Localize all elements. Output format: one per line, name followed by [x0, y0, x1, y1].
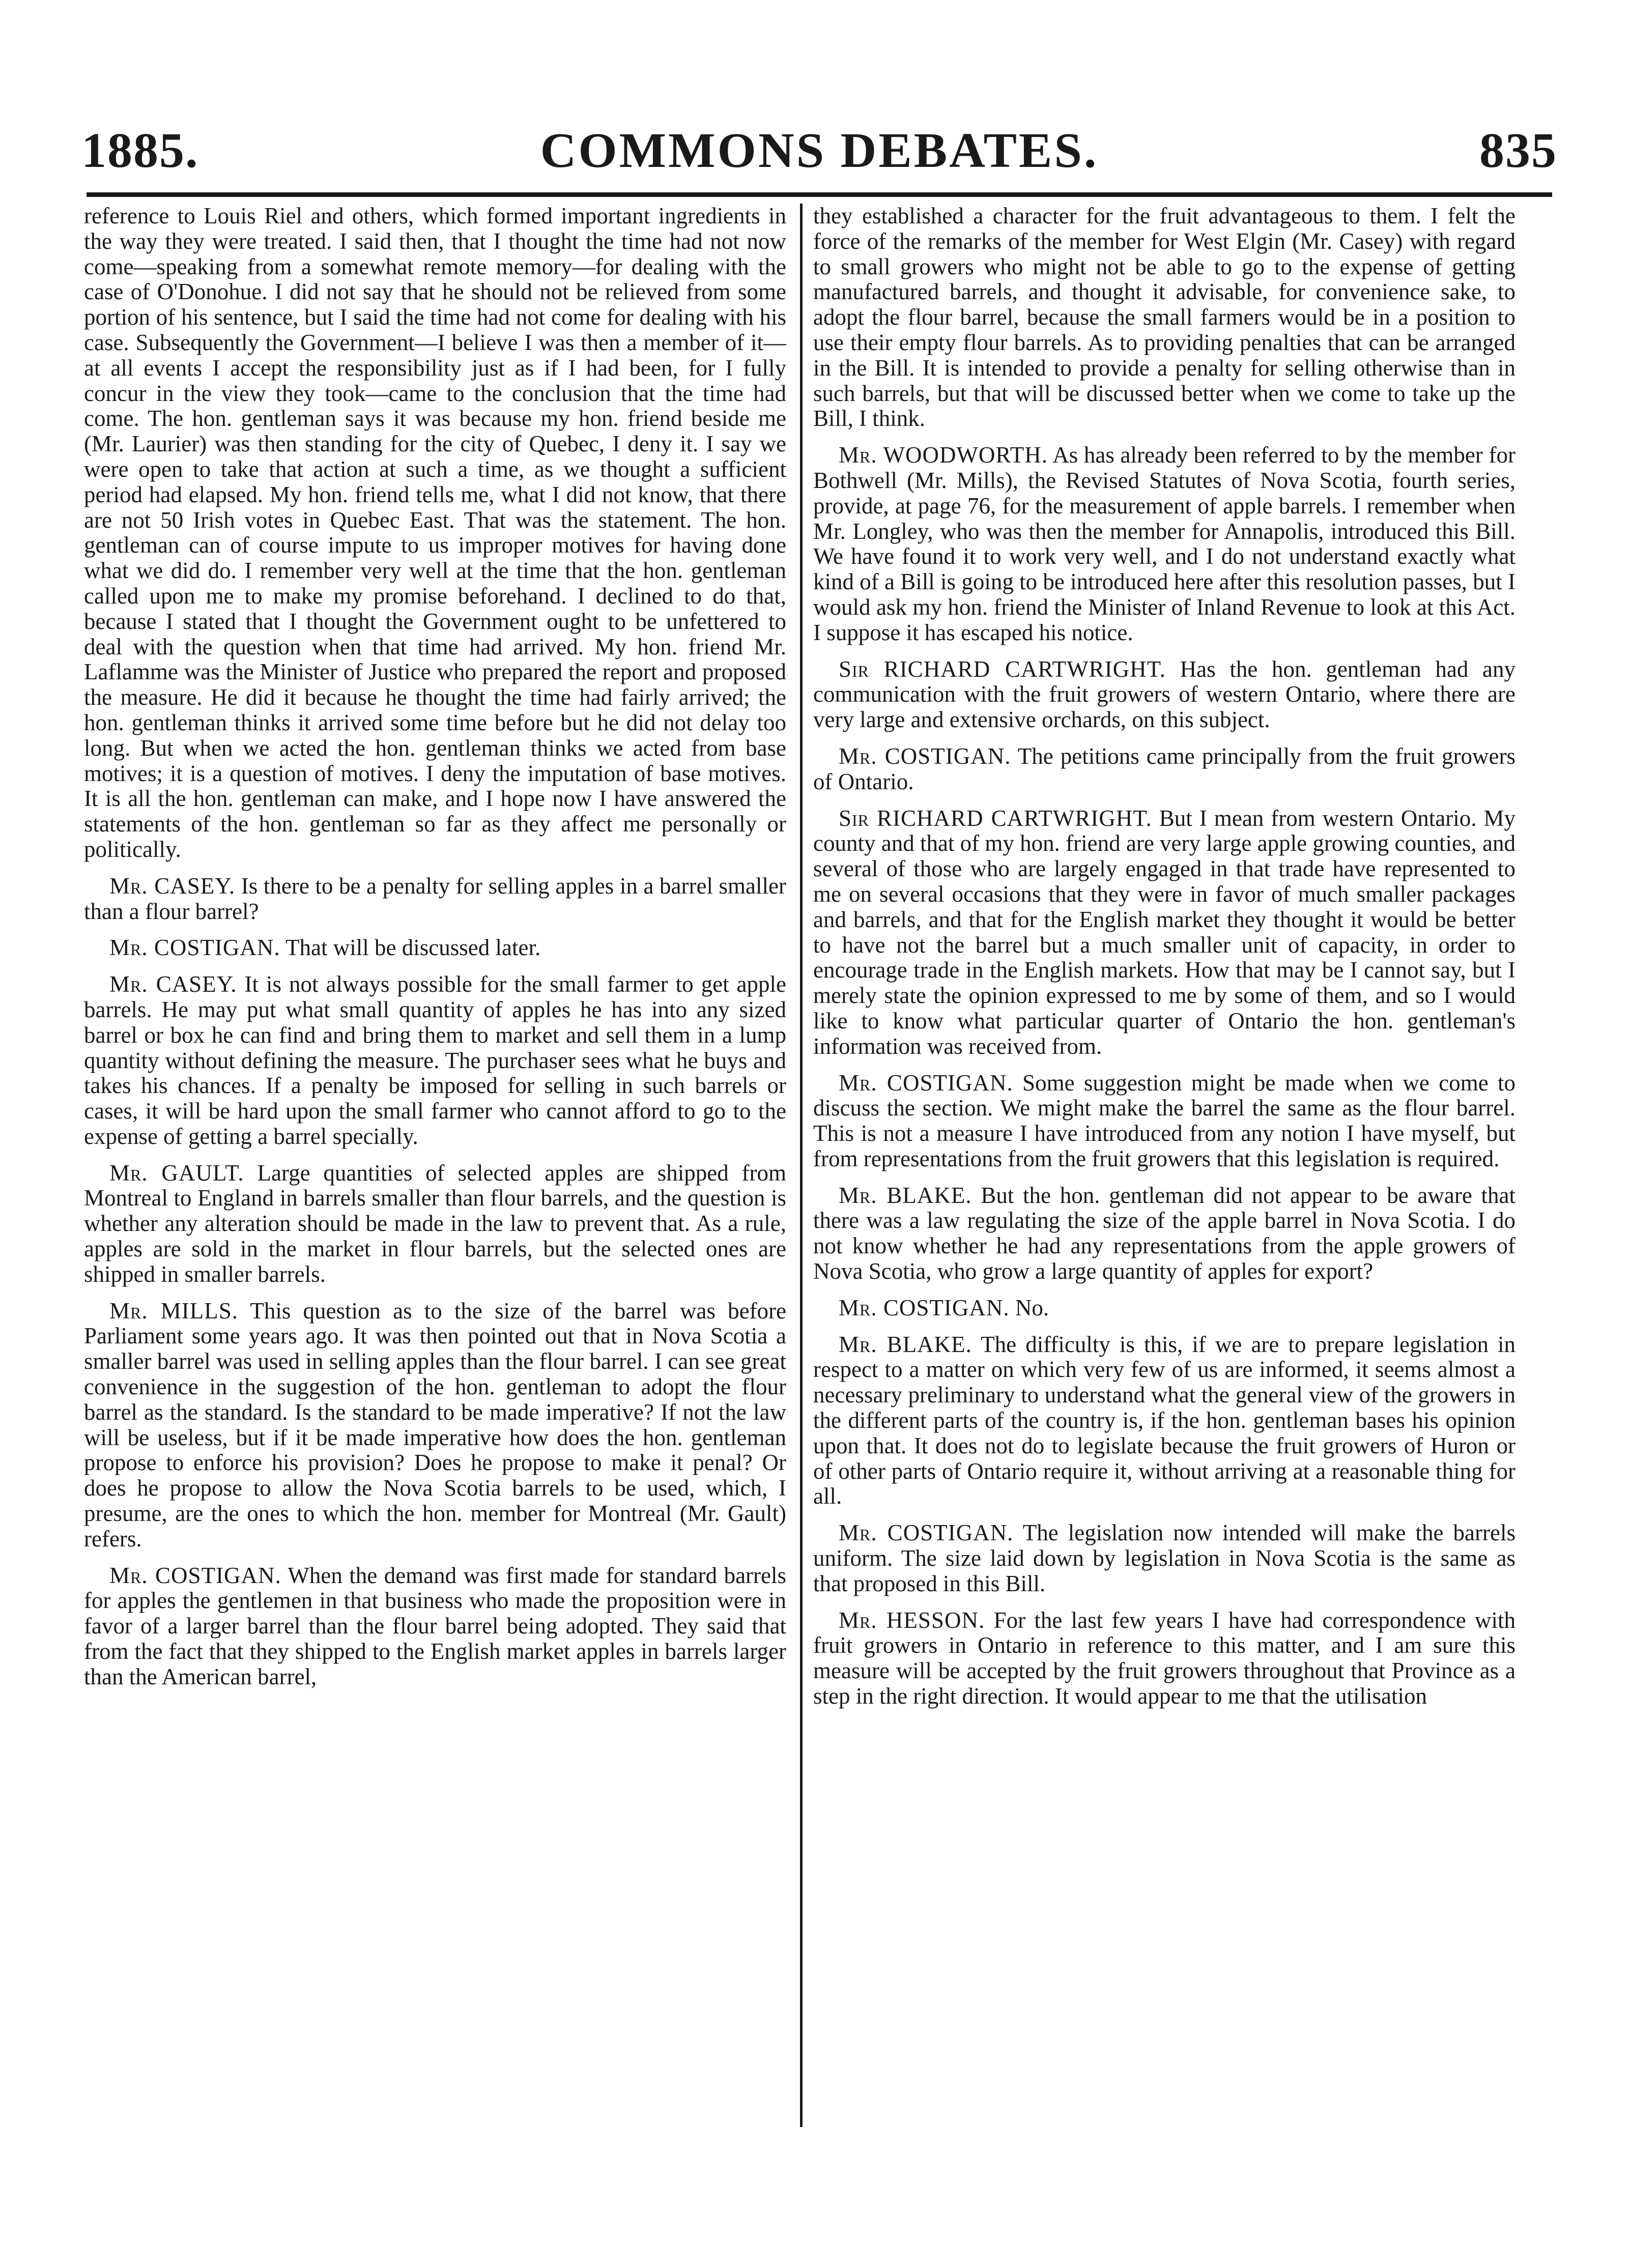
speaker-name: Mr. BLAKE. — [839, 1331, 972, 1357]
paragraph-text: For the last few years I have had correspondence with fruit growers in Ontario in reference to this matter, and I am sure this measure will be accepted by the fruit growers throughout that Province as a step in the right direction. It would appear to me that the utilisation — [813, 1607, 1516, 1709]
speech-paragraph — [813, 1183, 1515, 1284]
header-title: COMMONS DEBATES. — [540, 123, 1099, 178]
speech-paragraph — [84, 1299, 786, 1552]
paragraph-text: they established a character for the fruit advantageous to them. I felt the force of the remarks of the member for West Elgin (Mr. Casey) with regard to small growers who might not be able to go to the expense of getting manufactured barrels, and thought it advisable, for convenience sake, to adopt the flour barrel, because the small farmers would be in a position to use their empty flour barrels. As to providing penalties that can be arranged in the Bill. It is intended to provide a penalty for selling otherwise than in such barrels, but that will be discussed better when we come to take up the Bill, I think. — [813, 203, 1515, 432]
paragraph-text: The difficulty is this, if we are to prepare legislation in respect to a matter on which very few of us are informed, it seems almost a necessary preliminary to understand what the general view of the growers in the different parts of the country is, if the hon. gentleman bases his opinion upon that. It does not do to legislate because the fruit growers of Huron or of other parts of Ontario require it, without arriving at a reasonable thing for all. — [813, 1331, 1516, 1509]
speech-paragraph — [813, 657, 1515, 733]
paragraph-text: Large quantities of selected apples are shipped from Montreal to England in barrels smaller than flour barrels, and the question is whether any alteration should be made in the law to prevent that. As a rule, apples are sold in the market in flour barrels, but the selected ones are shipped in smaller barrels. — [84, 1160, 786, 1287]
paragraph-text: As has already been referred to by the member for Bothwell (Mr. Mills), the Revised Statutes of Nova Scotia, fourth series, provide, at page 76, for the measurement of apple barrels. I remember when Mr. Longley, who was then the member for Annapolis, introduced this Bill. We have found it to work very well, and I do not understand exactly what kind of a Bill is going to be introduced here after this resolution passes, but I would ask my hon. friend the Minister of Inland Revenue to look at this Act. I suppose it has escaped his notice. — [813, 442, 1515, 645]
paragraph-text: Some suggestion might be made when we come to discuss the section. We might make the barrel the same as the flour barrel. This is not a measure I have introduced from any notion I have myself, but from representations from the fruit growers that this legislation is required. — [813, 1070, 1516, 1171]
speaker-name: Mr. WOODWORTH. — [839, 442, 1048, 468]
speaker-name: Mr. COSTIGAN. — [839, 1520, 1014, 1546]
paragraph-text: The legislation now intended will make the barrels uniform. The size laid down by legislation in Nova Scotia is the same as that proposed in this Bill. — [813, 1520, 1515, 1596]
header-rule — [87, 192, 1552, 197]
speech-paragraph — [813, 806, 1515, 1059]
paragraph-text: When the demand was first made for standard barrels for apples the gentlemen in that business who made the proposition were in favor of a larger barrel than the flour barrel being adopted. They said that from the fact that they shipped to the English market apples in barrels larger than the American barrel, — [84, 1562, 786, 1689]
paragraph-text: Is there to be a penalty for selling apples in a barrel smaller than a flour barrel? — [84, 873, 786, 924]
speech-paragraph — [813, 744, 1515, 795]
speech-paragraph — [813, 1332, 1515, 1510]
speaker-name: Mr. BLAKE. — [839, 1182, 972, 1208]
paragraph-text: But the hon. gentleman did not appear to be aware that there was a law regulating the size of the apple barrel in Nova Scotia. I do not know whether he had any representations from the apple growers of Nova Scotia, who grow a large quantity of apples for export? — [813, 1182, 1516, 1284]
header-year: 1885. — [81, 123, 199, 178]
speech-paragraph — [84, 1563, 786, 1690]
paragraph-text: But I mean from western Ontario. My county and that of my hon. friend are very large apple growing counties, and several of those who are largely engaged in that trade have represented to me on several occasions that they were in favor of much smaller packages and barrels, and that for the English market they thought it would be better to have not the barrel but a much smaller unit of capacity, in order to encourage trade in the English markets. How that may be I cannot say, but I merely state the opinion expressed to me by some of them, and so I would like to know what particular quarter of Ontario the hon. gentleman's information was received from. — [813, 805, 1516, 1059]
speech-paragraph — [84, 972, 786, 1150]
speech-paragraph — [813, 1520, 1515, 1596]
paragraph-text: No. — [1015, 1295, 1049, 1320]
speaker-name: Mr. COSTIGAN. — [109, 935, 280, 961]
header-page-number: 835 — [1479, 123, 1557, 178]
paragraph-text: Has the hon. gentleman had any communication with the fruit growers of western Ontario, where there are very large and extensive orchards, on this subject. — [813, 656, 1516, 733]
speaker-name: Sir RICHARD CARTWRIGHT. — [839, 805, 1152, 831]
column-divider — [800, 204, 803, 2127]
speaker-name: Sir RICHARD CARTWRIGHT. — [839, 656, 1166, 682]
speech-paragraph — [813, 1071, 1515, 1172]
speech-paragraph — [813, 1296, 1515, 1321]
speech-paragraph — [84, 874, 786, 925]
speaker-name: Mr. COSTIGAN. — [109, 1562, 281, 1588]
speaker-name: Mr. CASEY. — [109, 971, 237, 997]
page-header — [81, 102, 1557, 178]
speaker-name: Mr. GAULT. — [109, 1160, 244, 1186]
left-column — [84, 204, 786, 1701]
speech-paragraph — [84, 935, 786, 961]
paragraph-text: It is not always possible for the small farmer to get apple barrels. He may put what small quantity of apples he has into any sized barrel or box he can find and bring them to market and sell them in a lump quantity without defining the measure. The purchaser sees what he buys and takes his chances. If a penalty be imposed for selling in such barrels or cases, it will be hard upon the small farmer who cannot afford to go to the expense of getting a barrel specially. — [84, 971, 786, 1149]
paragraph-text: That will be discussed later. — [285, 935, 541, 961]
speaker-name: Mr. MILLS. — [109, 1298, 239, 1324]
paragraph — [84, 204, 786, 863]
paragraph-text: The petitions came principally from the fruit growers of Ontario. — [813, 743, 1516, 794]
speaker-name: Mr. COSTIGAN. — [839, 743, 1011, 769]
speech-paragraph — [813, 443, 1515, 645]
speaker-name: Mr. COSTIGAN. — [839, 1070, 1013, 1096]
paragraph-text: This question as to the size of the barrel was before Parliament some years ago. It was then pointed out that in Nova Scotia a smaller barrel was used in selling apples than the flour barrel. I can see great convenience in the suggestion of the hon. gentleman to adopt the flour barrel as the standard. Is the standard to be made imperative? If not the law will be useless, but if it be made imperative how does the hon. gentleman propose to enforce his provision? Does he propose to make it penal? Or does he propose to allow the Nova Scotia barrels to be used, which, I presume, are the ones to which the hon. member for Montreal (Mr. Gault) refers. — [84, 1298, 787, 1552]
speech-paragraph — [84, 1161, 786, 1287]
right-column — [813, 204, 1515, 1720]
speech-paragraph — [813, 1608, 1515, 1709]
speaker-name: Mr. CASEY. — [109, 873, 236, 899]
paragraph — [813, 204, 1515, 432]
paragraph-text: reference to Louis Riel and others, which formed important ingredients in the way they were treated. I said then, that I thought the time had not now come—speaking from a somewhat remote memory—for dealing with the case of O'Donohue. I did not say that he should not be relieved from some portion of his sentence, but I said the time had not come for dealing with his case. Subsequently the Government—I believe I was then a member of it—at all events I accept the responsibility just as if I had been, for I fully concur in the view they took—came to the conclusion that the time had come. The hon. gentleman says it was because my hon. friend beside me (Mr. Laurier) was then standing for the city of Quebec, I deny it. I say we were open to take that action at such a time, as we thought a sufficient period had elapsed. My hon. friend tells me, what I did not know, that there are not 50 Irish votes in Quebec East. That was the statement. The hon. gentleman can of course impute to us improper motives for having done what we did do. I remember very well at the time that the hon. gentleman called upon me to make my promise beforehand. I declined to do that, because I stated that I thought the Government ought to be unfettered to deal with the question when that time had arrived. My hon. friend Mr. Laflamme was the Minister of Justice who prepared the report and proposed the measure. He did it because he thought the time had fairly arrived; the hon. gentleman thinks it arrived some time before but he did not delay too long. But when we acted the hon. gentleman thinks we acted from base motives; it is a question of motives. I deny the imputation of base motives. It is all the hon. gentleman can make, and I hope now I have answered the statements of the hon. gentleman so far as they affect me personally or politically. — [84, 203, 786, 862]
speaker-name: Mr. COSTIGAN. — [839, 1295, 1010, 1320]
speaker-name: Mr. HESSON. — [839, 1607, 985, 1633]
